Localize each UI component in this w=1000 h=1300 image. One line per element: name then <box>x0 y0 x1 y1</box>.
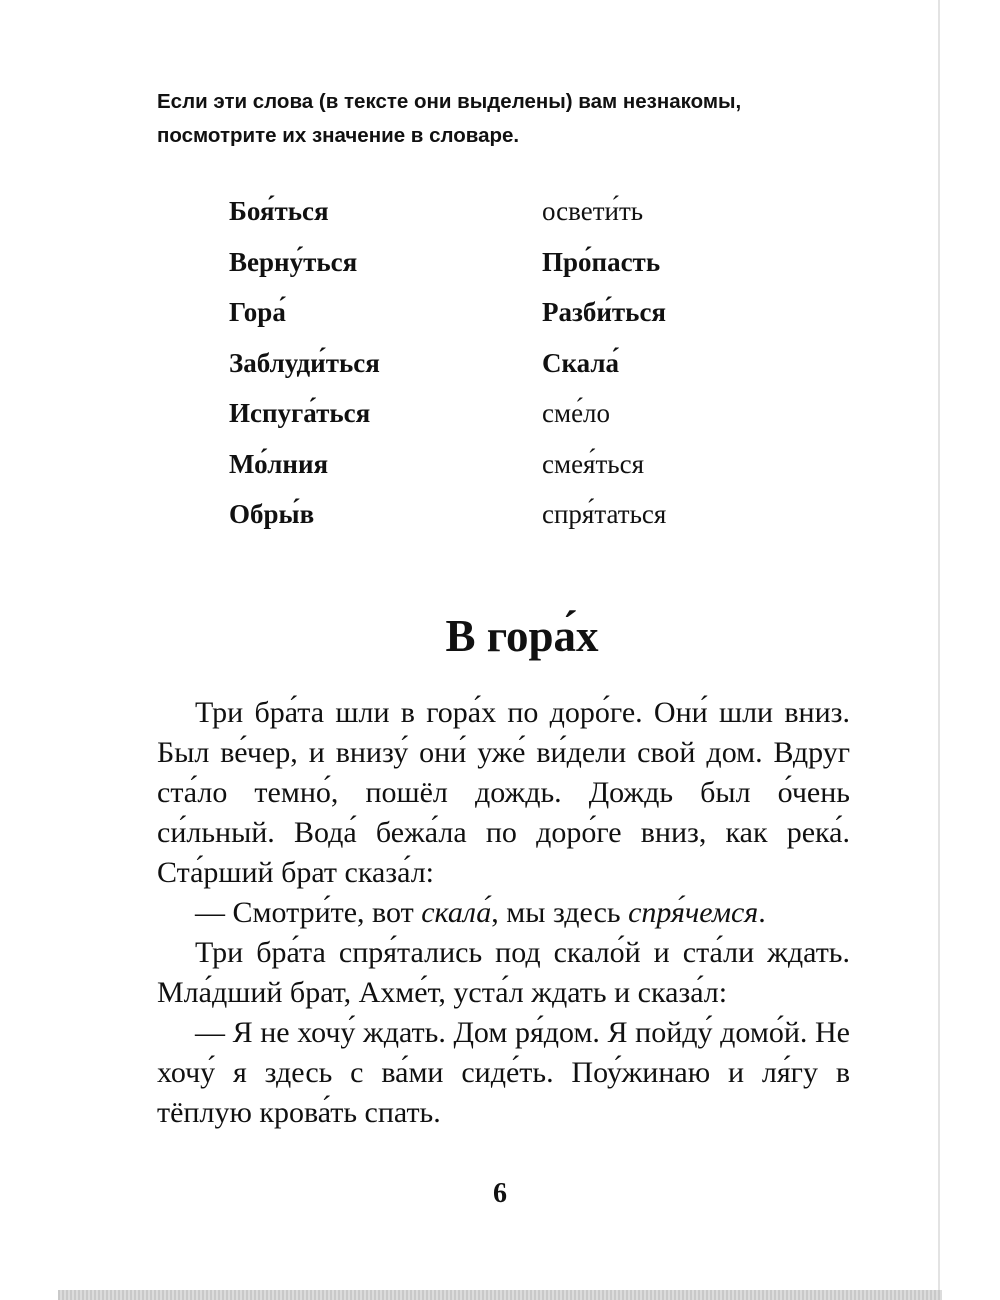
vocab-word-left: Заблуди́ться <box>229 347 380 378</box>
highlighted-word: скала́ <box>421 896 492 929</box>
vocab-word-right: спря́таться <box>542 499 667 529</box>
intro-line-2: посмотрите их значение в словаре. <box>157 124 520 147</box>
vocab-word-right: Про́пасть <box>542 246 661 277</box>
highlighted-word: спря́чемся <box>628 896 759 929</box>
vocab-word-left: Боя́ться <box>229 196 329 226</box>
dialog-text: — Смотри́те, вот <box>195 896 422 929</box>
vocab-word-left: Гора́ <box>229 297 286 327</box>
page-number: 6 <box>493 1178 507 1209</box>
intro-line-1: Если эти слова (в тексте они выделены) вам незнакомы, <box>157 90 742 113</box>
window-margin <box>942 0 1000 1300</box>
story-paragraph: Три бра́та спря́тались под скало́й и ста́ли ждать. Мла́дший брат, Ахме́т, уста́л ждать и сказа́л: <box>157 936 850 1009</box>
dialog-text: , мы здесь <box>491 896 629 929</box>
vocab-word-left: Верну́ться <box>229 246 358 277</box>
vocab-word-right: Разби́ться <box>542 297 667 327</box>
vocab-word-right: освети́ть <box>542 196 644 226</box>
story-title: В гора́х <box>445 611 599 661</box>
intro-instruction <box>157 85 877 153</box>
vocab-word-right: сме́ло <box>542 398 611 428</box>
vocab-word-right: Скала́ <box>542 347 620 378</box>
story-dialog-paragraph: — Я не хочу́ ждать. Дом ря́дом. Я пойду́ домо́й. Не хочу́ я здесь с ва́ми сиде́ть. Поу́жинаю и ля́гу в тёплую крова́ть спать. <box>157 1016 850 1129</box>
dialog-text: . <box>758 896 766 929</box>
story-dialog-line <box>157 893 850 933</box>
page-bottom-edge <box>58 1290 942 1300</box>
vocab-word-left: Мо́лния <box>229 448 329 479</box>
vocab-word-left: Испуга́ться <box>229 398 371 428</box>
story-paragraph: Три бра́та шли в гора́х по доро́ге. Они́ шли вниз. Был ве́чер, и внизу́ они́ уже́ ви́дели свой дом. Вдруг ста́ло темно́, пошёл дождь. Дождь был о́чень си́льный. Вода́ бежа́ла по доро́ге вниз, как река́. Ста́рший брат сказа́л: <box>157 696 850 889</box>
vocab-word-right: смея́ться <box>542 448 644 479</box>
vocab-word-left: Обры́в <box>229 499 315 529</box>
story-text <box>157 693 850 1133</box>
